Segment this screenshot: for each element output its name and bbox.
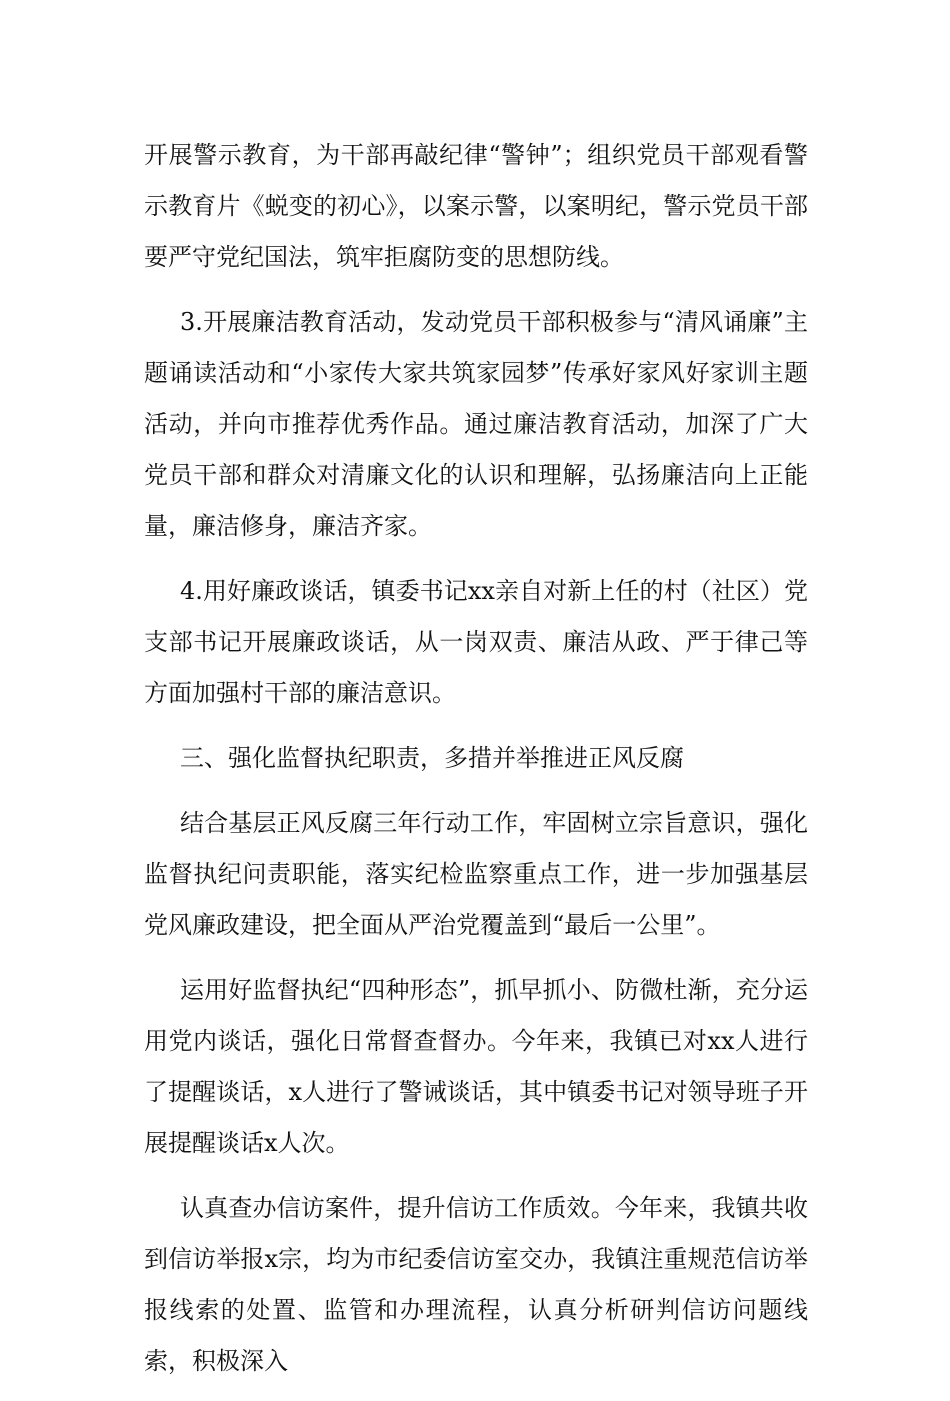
paragraph-integrity-talks: 4.用好廉政谈话，镇委书记xx亲自对新上任的村（社区）党支部书记开展廉政谈话，从一岗双责、廉洁从政、严于律己等方面加强村干部的廉洁意识。 xyxy=(144,577,808,707)
paragraph-petition-cases: 认真查办信访案件，提升信访工作质效。今年来，我镇共收到信访举报x宗，均为市纪委信访室交办，我镇注重规范信访举报线索的处置、监管和办理流程，认真分析研判信访问题线索，积极深入 xyxy=(144,1194,808,1375)
paragraph-anti-corruption-action: 结合基层正风反腐三年行动工作，牢固树立宗旨意识，强化监督执纪问责职能，落实纪检监察重点工作，进一步加强基层党风廉政建设，把全面从严治党覆盖到“最后一公里”。 xyxy=(144,809,808,939)
document-body xyxy=(144,130,808,1401)
section-heading-supervision: 三、强化监督执纪职责，多措并举推进正风反腐 xyxy=(180,744,684,772)
paragraph-integrity-education: 3.开展廉洁教育活动，发动党员干部积极参与“清风诵廉”主题诵读活动和“小家传大家共筑家园梦”传承好家风好家训主题活动，并向市推荐优秀作品。通过廉洁教育活动，加深了广大党员干部和群众对清廉文化的认识和理解，弘扬廉洁向上正能量，廉洁修身，廉洁齐家。 xyxy=(144,308,808,540)
paragraph-warning-education: 开展警示教育，为干部再敲纪律“警钟”；组织党员干部观看警示教育片《蜕变的初心》，以案示警，以案明纪，警示党员干部要严守党纪国法，筑牢拒腐防变的思想防线。 xyxy=(144,141,808,271)
paragraph-four-forms: 运用好监督执纪“四种形态”，抓早抓小、防微杜渐，充分运用党内谈话，强化日常督查督办。今年来，我镇已对xx人进行了提醒谈话，x人进行了警诫谈话，其中镇委书记对领导班子开展提醒谈话x人次。 xyxy=(144,976,808,1157)
